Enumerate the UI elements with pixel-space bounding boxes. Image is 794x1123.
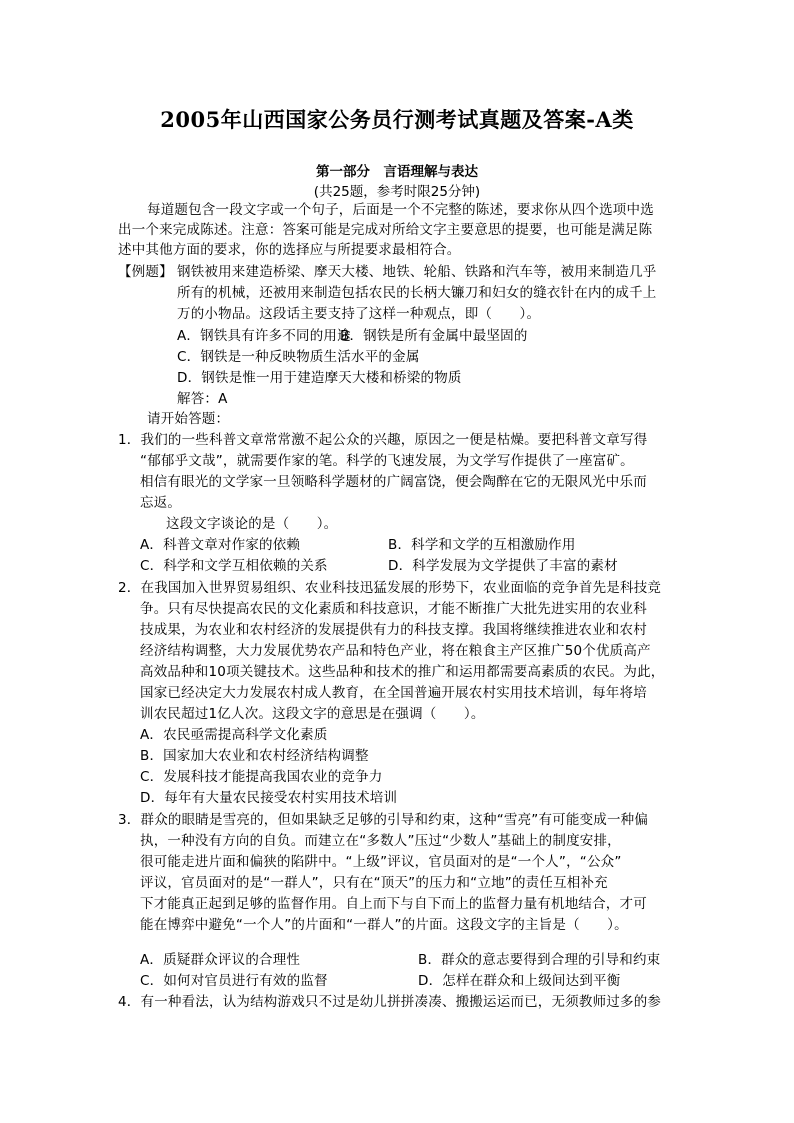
question-2-line: 训农民超过1亿人次。这段文字的意思是在强调（ ）。: [140, 706, 485, 722]
question-1-option-b: B．科学和文学的互相激励作用: [388, 537, 576, 553]
example-option-a: A．钢铁具有许多不同的用途: [177, 328, 351, 344]
example-answer: 解答：A: [177, 391, 228, 407]
section-heading: 第一部分 言语理解与表达: [316, 164, 478, 180]
start-prompt: 请开始答题：: [147, 411, 230, 427]
question-3-line: 下才能真正起到足够的监督作用。自上而下与自下而上的监督力量有机地结合，才可: [140, 896, 647, 912]
example-line: 所有的机械，还被用来制造包括农民的长柄大镰刀和妇女的缝衣针在内的成千上: [177, 285, 657, 301]
question-2-option-b: B．国家加大农业和农村经济结构调整: [140, 748, 369, 764]
question-3-option-d: D．怎样在群众和上级间达到平衡: [418, 973, 621, 989]
question-2-option-c: C．发展科技才能提高我国农业的竞争力: [140, 769, 383, 785]
example-line: 万的小物品。这段话主要支持了这样一种观点，即（ ）。: [177, 306, 541, 322]
question-2-option-a: A．农民亟需提高科学文化素质: [140, 727, 328, 743]
question-2-line: 技成果，为农业和农村经济的发展提供有力的科技支撑。我国将继续推进农业和农村: [140, 622, 647, 638]
question-4-line: 4．有一种看法，认为结构游戏只不过是幼儿拼拼凑凑、搬搬运运而已，无须教师过多的参: [118, 994, 662, 1010]
question-1-line: “郁郁乎文哉”，就需要作家的笔。科学的飞速发展，为文学写作提供了一座富矿。: [140, 453, 634, 469]
example-option-b: B．钢铁是所有金属中最坚固的: [340, 328, 528, 344]
section-subheading: (共25题，参考时限25分钟): [313, 184, 481, 200]
question-3-line: 评议，官员面对的是“一群人”，只有在“顶天”的压力和“立地”的责任互相补充: [140, 875, 608, 891]
question-2-line: 国家已经决定大力发展农村成人教育，在全国普遍开展农村实用技术培训，每年将培: [140, 685, 647, 701]
question-3-option-c: C．如何对官员进行有效的监督: [140, 973, 328, 989]
instruction-line: 述中其他方面的要求，你的选择应与所提要求最相符合。: [118, 242, 461, 258]
example-line: 钢铁被用来建造桥梁、摩天大楼、地铁、轮船、铁路和汽车等，被用来制造几乎: [177, 264, 657, 280]
question-1-line: 忘返。: [140, 495, 182, 511]
question-1-option-a: A．科普文章对作家的依赖: [140, 537, 301, 553]
question-3-line: 很可能走进片面和偏狭的陷阱中。“上级”评议，官员面对的是“一个人”，“公众”: [140, 854, 622, 870]
question-3-line: 执，一种没有方向的自负。而建立在“多数人”压过“少数人”基础上的制度安排，: [140, 833, 621, 849]
instruction-line: 每道题包含一段文字或一个句子，后面是一个不完整的陈述，要求你从四个选项中选: [147, 202, 654, 218]
example-option-d: D．钢铁是惟一用于建造摩天大楼和桥梁的物质: [177, 370, 462, 386]
question-2-line: 经济结构调整，大力发展优势农产品和特色产业，将在粮食主产区推广50个优质高产: [140, 643, 651, 659]
question-2-line: 争。只有尽快提高农民的文化素质和科技意识，才能不断推广大批先进实用的农业科: [140, 601, 647, 617]
question-1-line: 1．我们的一些科普文章常常激不起公众的兴趣，原因之一便是枯燥。要把科普文章写得: [118, 432, 648, 448]
question-1-option-c: C．科学和文学互相依赖的关系: [140, 558, 328, 574]
question-2-line: 2．在我国加入世界贸易组织、农业科技迅猛发展的形势下，农业面临的竞争首先是科技竞: [118, 580, 662, 596]
question-3-option-b: B．群众的意志要得到合理的引导和约束: [418, 952, 661, 968]
example-label: 【例题】: [118, 264, 173, 280]
instruction-line: 出一个来完成陈述。注意：答案可能是完成对所给文字主要意思的提要，也可能是满足陈: [118, 222, 653, 238]
question-1-line: 相信有眼光的文学家一旦领略科学题材的广阔富饶，便会陶醉在它的无限风光中乐而: [140, 474, 647, 490]
question-1-prompt: 这段文字谈论的是（ ）。: [166, 516, 338, 532]
document-title: 2005年山西国家公务员行测考试真题及答案-A类: [160, 107, 634, 132]
question-1-option-d: D．科学发展为文学提供了丰富的素材: [388, 558, 618, 574]
question-3-option-a: A．质疑群众评议的合理性: [140, 952, 301, 968]
question-3-line: 3．群众的眼睛是雪亮的，但如果缺乏足够的引导和约束，这种“雪亮”有可能变成一种偏: [118, 812, 649, 828]
question-3-line: 能在博弈中避免“一个人”的片面和“一群人”的片面。这段文字的主旨是（ ）。: [140, 917, 628, 933]
question-2-line: 高效品种和10项关键技术。这些品种和技术的推广和运用都需要高素质的农民。为此，: [140, 664, 665, 680]
example-option-c: C．钢铁是一种反映物质生活水平的金属: [177, 349, 420, 365]
question-2-option-d: D．每年有大量农民接受农村实用技术培训: [140, 790, 398, 806]
